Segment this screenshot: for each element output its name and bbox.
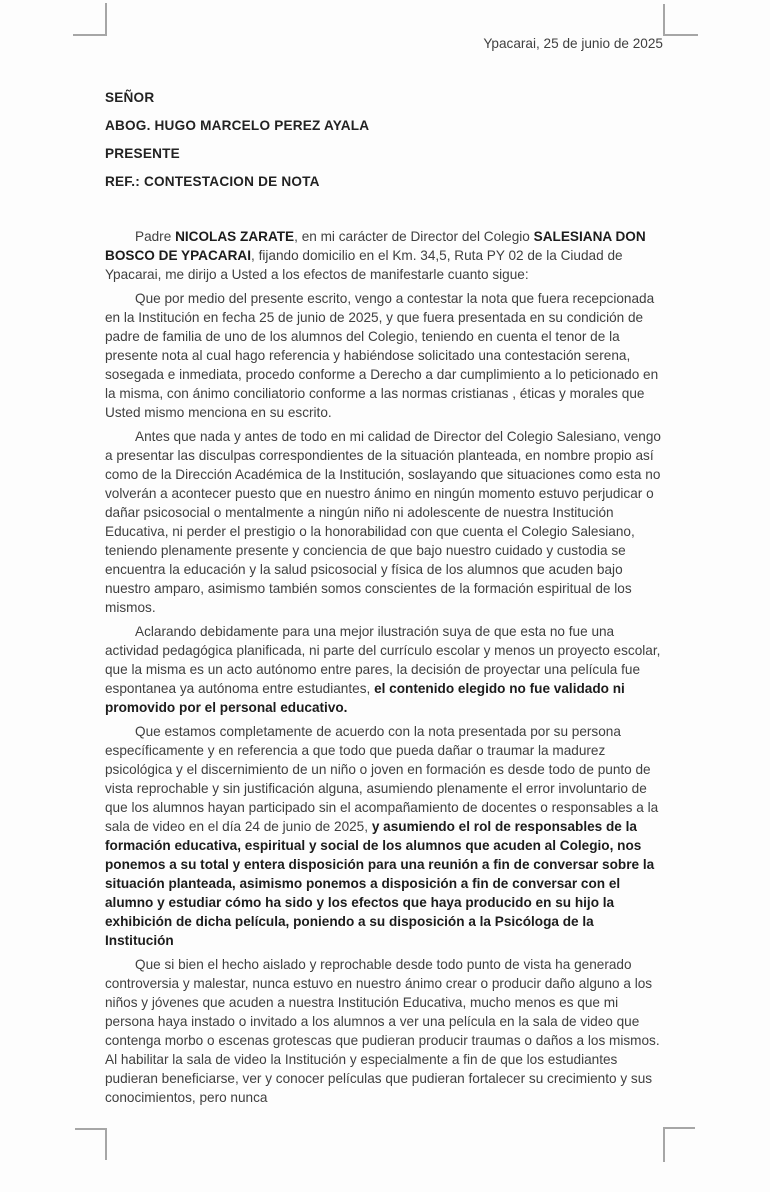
text-segment: Que por medio del presente escrito, vengo a contestar la nota que fuera recepcionada en la Institución en fecha 25 de junio de 2025, y que fuera presentada en su condición de padre de familia de uno de los alumnos del Colegio, teniendo en cuenta el tenor de la presente nota al cual hago referencia y habiéndose solicitado una contestación serena, sosegada e inmediata, procedo conforme a Derecho a dar cumplimiento a lo peticionado en la misma, con ánimo conciliatorio conforme a las normas cristianas , éticas y morales que Usted mismo menciona en su escrito. (105, 291, 659, 420)
recipient-name: ABOG. HUGO MARCELO PEREZ AYALA (105, 118, 370, 133)
text-segment: Que si bien el hecho aislado y reprochable desde todo punto de vista ha generado controversia y malestar, nunca estuvo en nuestro ánimo crear o producir daño alguno a los niños y jóvenes que acuden a nuestra Institución Educativa, mucho menos es que mi persona haya instado o invitado a los alumnos a ver una película en la sala de video que contenga morbo o escenas grotescas que pudieran producir traumas o daños a los mismos. Al habilitar la sala de video la Institución y especialmente a fin de que los estudiantes pudieran beneficiarse, ver y conocer películas que pudieran fortalecer su crecimiento y sus conocimientos, pero nunca (105, 957, 660, 1105)
bold-text-segment: el contenido elegido no fue validado ni promovido por el personal educativo. (105, 681, 625, 715)
text-segment: , en mi carácter de Director del Colegio (294, 229, 534, 244)
text-segment: Antes que nada y antes de todo en mi calidad de Director del Colegio Salesiano, vengo a presentar las disculpas correspondientes de la situación planteada, en nombre propio así como de la Dirección Académica de la Institución, soslayando que situaciones como esta no volverán a acontecer puesto que en nuestro ánimo en ningún momento estuvo perjudicar o dañar psicosocial o mentalmente a ningún niño ni adolescente de nuestra Institución Educativa, ni perder el prestigio o la honorabilidad con que cuenta el Colegio Salesiano, teniendo plenamente presente y conciencia de que bajo nuestro cuidado y custodia se encuentra la educación y la salud psicosocial y física de los alumnos que acuden bajo nuestro amparo, asimismo también somos conscientes de la formación espiritual de los mismos. (105, 429, 661, 615)
letter-body (105, 227, 665, 1112)
letter-reference: REF.: CONTESTACION DE NOTA (105, 174, 320, 189)
letter-paragraph-3 (105, 427, 665, 617)
corner-mark-bottom-left-icon (75, 1128, 107, 1160)
text-segment: Aclarando debidamente para una mejor ilustración suya de que esta no fue una actividad pedagógica planificada, ni parte del currículo escolar y menos un proyecto escolar, que la misma es un acto autónomo entre pares, la decisión de proyectar una película fue espontanea ya autónoma entre estudiantes, (105, 624, 661, 696)
bold-text-segment: y asumiendo el rol de responsables de la formación educativa, espiritual y social de los alumnos que acuden al Colegio, nos ponemos a su total y entera disposición para una reunión a fin de conversar sobre la situación planteada, asimismo ponemos a disposición a fin de conversar con el alumno y estudiar cómo ha sido y los efectos que haya producido en su hijo la exhibición de dicha película, poniendo a su disposición a la Psicóloga de la Institución (105, 819, 655, 948)
letter-paragraph-5 (105, 722, 665, 950)
letter-paragraph-1 (105, 227, 665, 284)
letter-date: Ypacarai, 25 de junio de 2025 (483, 36, 663, 51)
bold-text-segment: SALESIANA DON BOSCO DE YPACARAI (105, 229, 646, 263)
text-segment: Padre (135, 229, 176, 244)
text-segment: Que estamos completamente de acuerdo con la nota presentada por su persona específicamente y en referencia a que todo que pueda dañar o traumar la madurez psicológica y el discernimiento de un niño o joven en formación es desde todo de punto de vista reprochable y sin justificación alguna, asumiendo plenamente el error involuntario de que los alumnos hayan participado sin el acompañamiento de docentes o responsables a la sala de video en el día 24 de junio de 2025, (105, 724, 659, 834)
letter-paragraph-6 (105, 955, 665, 1107)
recipient-salutation: SEÑOR (105, 90, 155, 105)
corner-mark-top-left-icon (73, 3, 107, 36)
corner-mark-top-right-icon (663, 4, 698, 36)
recipient-presence: PRESENTE (105, 146, 180, 161)
text-segment: , fijando domicilio en el Km. 34,5, Ruta PY 02 de la Ciudad de Ypacarai, me dirijo a Usted a los efectos de manifestarle cuanto sigue: (105, 248, 623, 282)
bold-text-segment: NICOLAS ZARATE (175, 229, 295, 244)
corner-mark-bottom-right-icon (663, 1127, 695, 1162)
letter-paragraph-2 (105, 289, 665, 422)
letter-paragraph-4 (105, 622, 665, 717)
recipient-block (105, 84, 665, 196)
